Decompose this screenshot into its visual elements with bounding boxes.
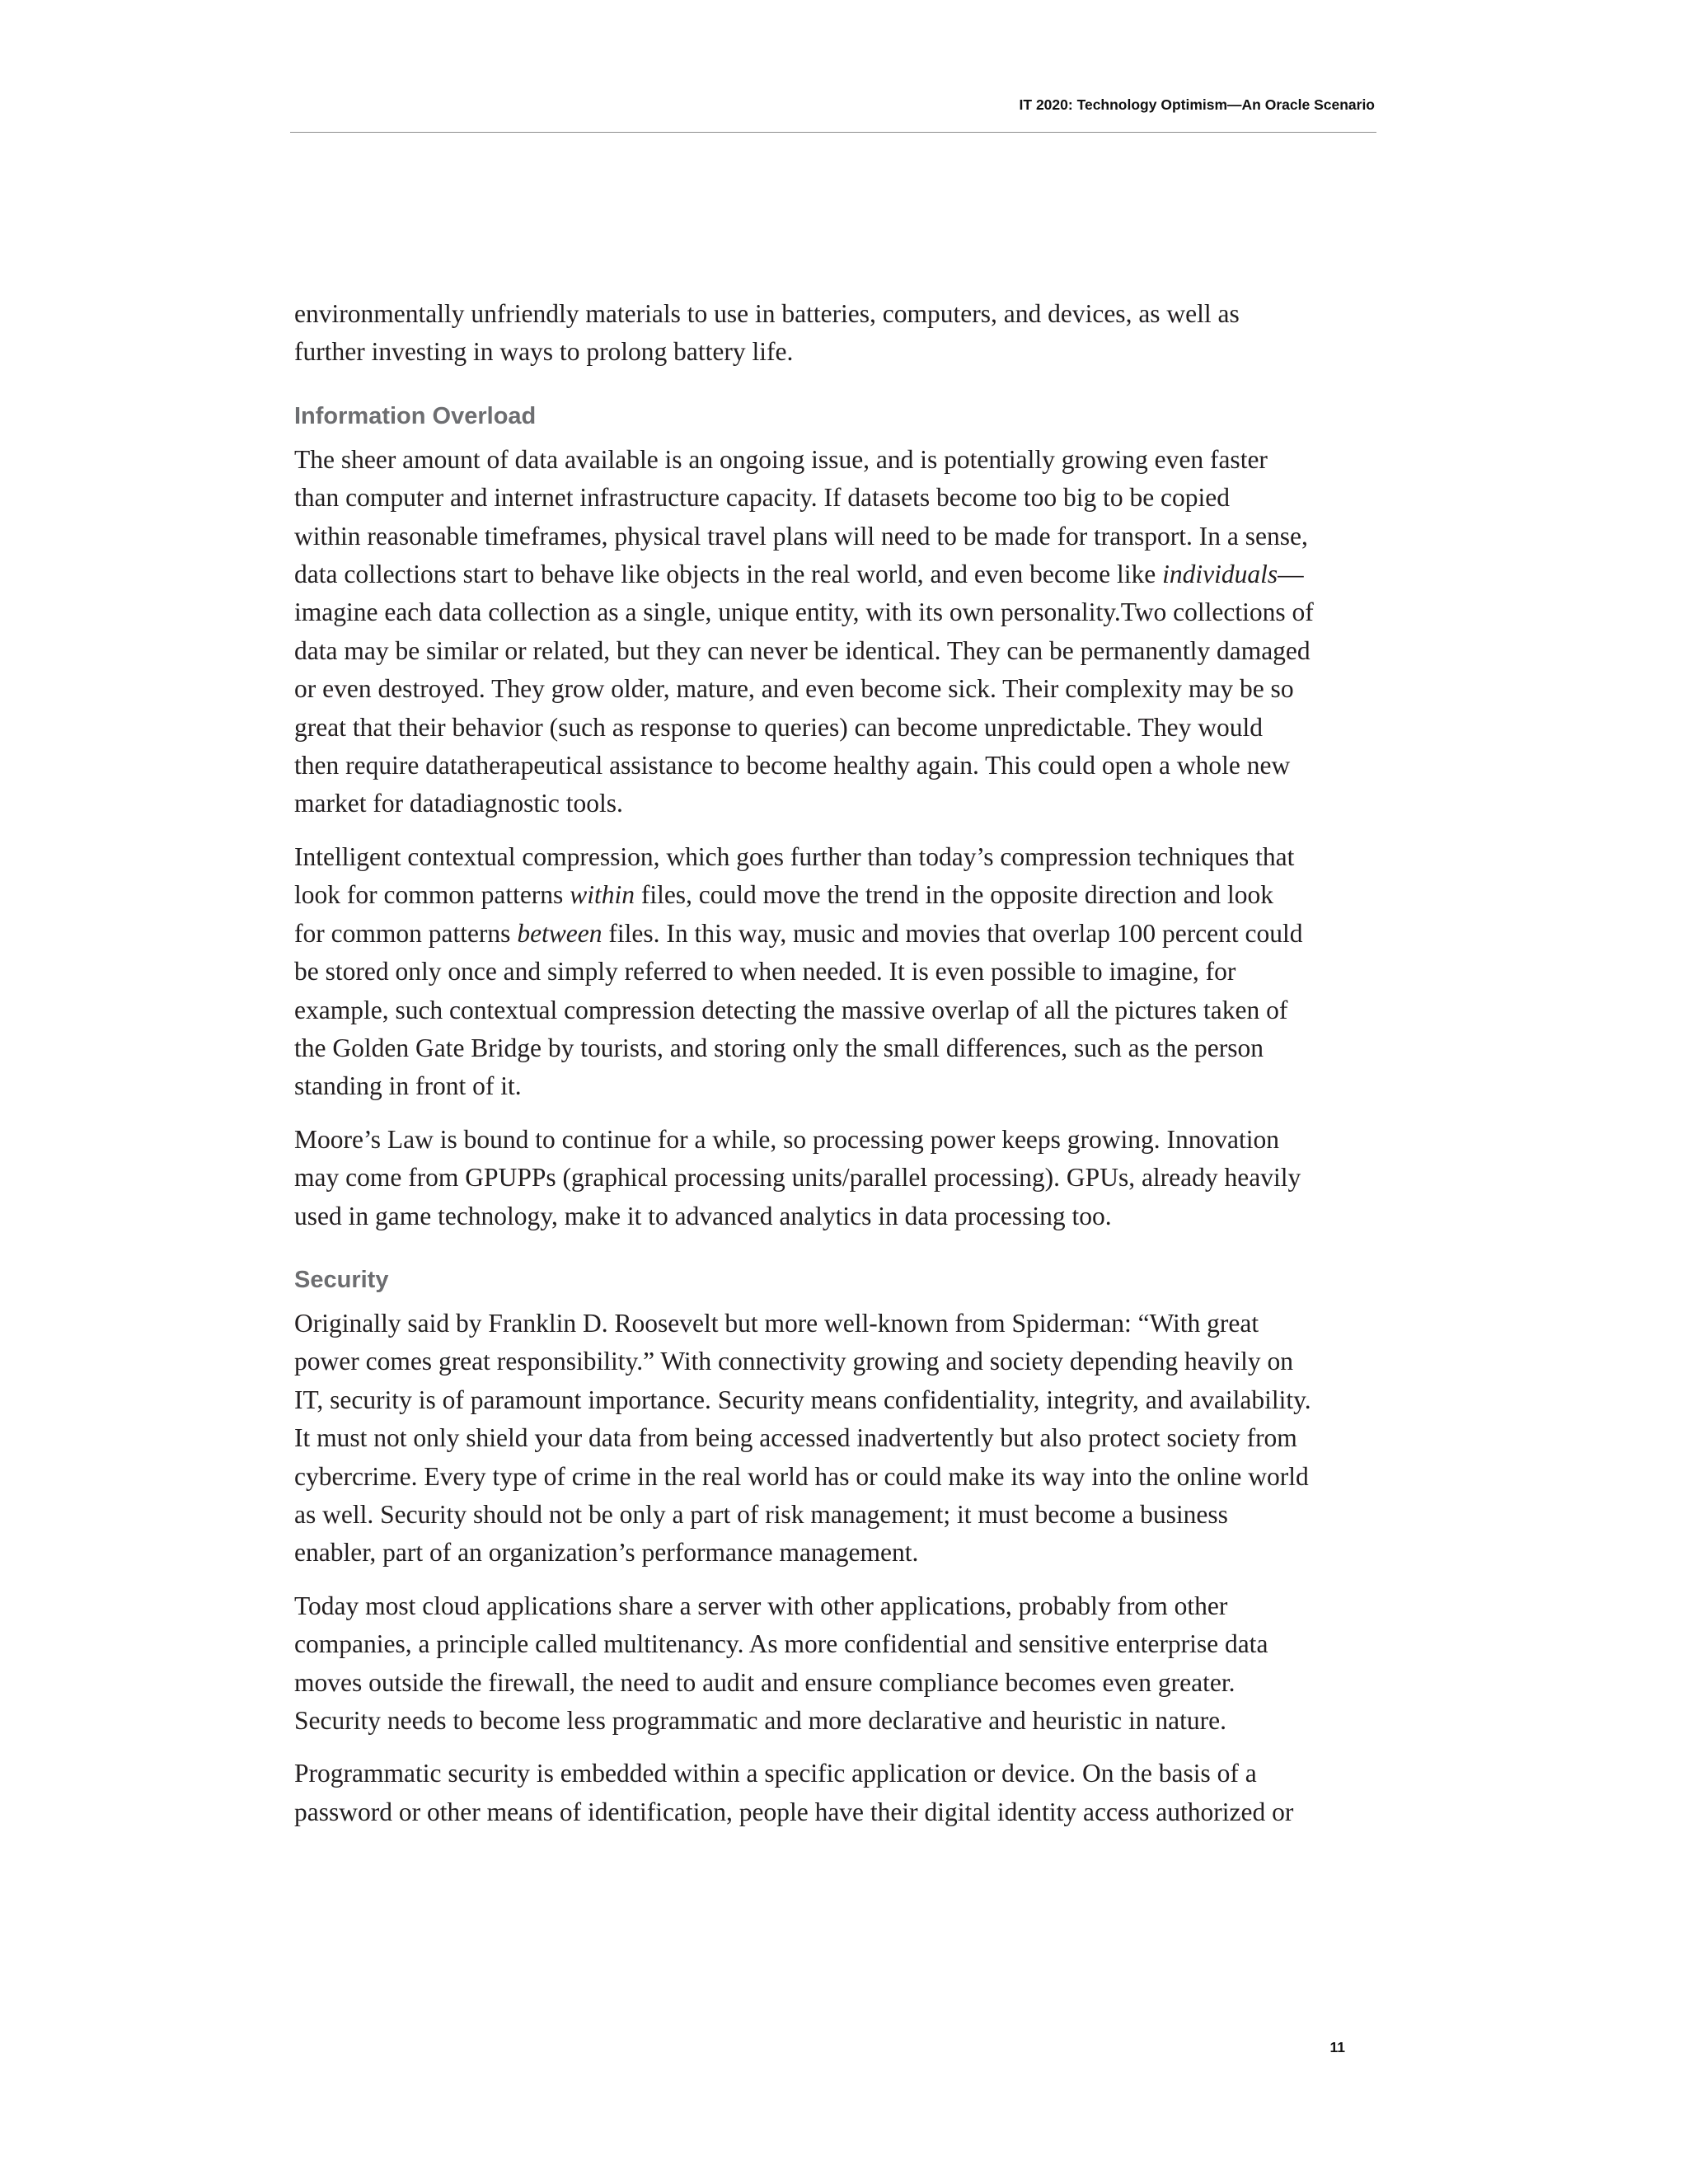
header-divider: [290, 132, 1376, 133]
text-line: password or other means of identification, people have their digital identity access authorized or: [294, 1797, 1294, 1826]
text-line: enabler, part of an organization’s performance management.: [294, 1538, 919, 1568]
text-line: Moore’s Law is bound to continue for a while, so processing power keeps growing. Innovation: [294, 1124, 1280, 1154]
emphasized-word: individuals: [1162, 560, 1278, 589]
text-line: cybercrime. Every type of crime in the real world has or could make its way into the online world: [294, 1461, 1309, 1491]
text-run: data collections start to behave like objects in the real world, and even become like: [294, 560, 1163, 589]
paragraph-great-responsibility: [294, 1305, 1381, 1572]
text-run: for common patterns: [294, 918, 518, 948]
text-line: imagine each data collection as a single, unique entity, with its own personality.Two collections of: [294, 598, 1314, 627]
text-line: Intelligent contextual compression, which goes further than today’s compression techniques that: [294, 841, 1295, 871]
running-header-title: IT 2020: Technology Optimism—An Oracle Scenario: [1019, 96, 1375, 113]
paragraph-moores-law: [294, 1121, 1381, 1235]
paragraph-multitenancy: [294, 1587, 1381, 1741]
text-line: moves outside the firewall, the need to audit and ensure compliance becomes even greater.: [294, 1667, 1236, 1697]
text-line: the Golden Gate Bridge by tourists, and storing only the small differences, such as the person: [294, 1033, 1264, 1062]
paragraph-data-volume: [294, 441, 1381, 823]
text-line: [294, 915, 1381, 953]
text-line: be stored only once and simply referred to when needed. It is even possible to imagine, for: [294, 957, 1236, 987]
heading-security: Security: [294, 1266, 389, 1293]
text-line: Originally said by Franklin D. Roosevelt but more well-known from Spiderman: “With great: [294, 1308, 1259, 1338]
text-line: power comes great responsibility.” With connectivity growing and society depending heavily on: [294, 1347, 1294, 1376]
text-line: The sheer amount of data available is an ongoing issue, and is potentially growing even faster: [294, 444, 1268, 474]
text-line: Programmatic security is embedded within a specific application or device. On the basis of a: [294, 1759, 1257, 1788]
text-line: companies, a principle called multitenancy. As more confidential and sensitive enterprise data: [294, 1629, 1268, 1659]
emphasized-word: between: [517, 918, 603, 948]
paragraph-programmatic-security: [294, 1755, 1381, 1831]
emphasized-word: within: [570, 880, 635, 910]
text-line: standing in front of it.: [294, 1071, 522, 1101]
text-line: IT, security is of paramount importance. Security means confidentiality, integrity, and availability.: [294, 1385, 1311, 1414]
text-line: Security needs to become less programmatic and more declarative and heuristic in nature.: [294, 1706, 1226, 1735]
text-line: then require datatherapeutical assistance to become healthy again. This could open a whole new: [294, 751, 1291, 780]
paragraph-battery-continuation: [294, 295, 1381, 372]
text-line: great that their behavior (such as response to queries) can become unpredictable. They would: [294, 712, 1263, 742]
text-line: data may be similar or related, but they can never be identical. They can be permanently damaged: [294, 635, 1311, 665]
paragraph-contextual-compression: [294, 838, 1381, 1106]
page-number: 11: [1329, 2039, 1345, 2055]
heading-information-overload: Information Overload: [294, 402, 537, 429]
text-run: files. In this way, music and movies that overlap 100 percent could: [602, 918, 1303, 948]
text-run: files, could move the trend in the opposite direction and look: [634, 880, 1274, 910]
text-line: used in game technology, make it to advanced analytics in data processing too.: [294, 1201, 1112, 1230]
text-line: market for datadiagnostic tools.: [294, 789, 623, 818]
text-line: within reasonable timeframes, physical travel plans will need to be made for transport. In a sense,: [294, 521, 1308, 551]
text-line: or even destroyed. They grow older, mature, and even become sick. Their complexity may be so: [294, 674, 1294, 704]
text-run: —: [1278, 560, 1304, 589]
text-line: Today most cloud applications share a server with other applications, probably from other: [294, 1591, 1228, 1620]
text-line: than computer and internet infrastructure capacity. If datasets become too big to be copied: [294, 483, 1231, 513]
text-line: [294, 876, 1381, 914]
text-run: look for common patterns: [294, 880, 570, 910]
page-body: [294, 295, 1381, 1846]
text-line: example, such contextual compression detecting the massive overlap of all the pictures taken of: [294, 995, 1288, 1024]
text-line: [294, 555, 1381, 593]
text-line: It must not only shield your data from being accessed inadvertently but also protect society from: [294, 1423, 1297, 1453]
text-line: further investing in ways to prolong battery life.: [294, 337, 794, 367]
text-line: as well. Security should not be only a part of risk management; it must become a business: [294, 1499, 1228, 1529]
text-line: environmentally unfriendly materials to use in batteries, computers, and devices, as well as: [294, 299, 1240, 328]
text-line: may come from GPUPPs (graphical processing units/parallel processing). GPUs, already heavily: [294, 1163, 1301, 1193]
